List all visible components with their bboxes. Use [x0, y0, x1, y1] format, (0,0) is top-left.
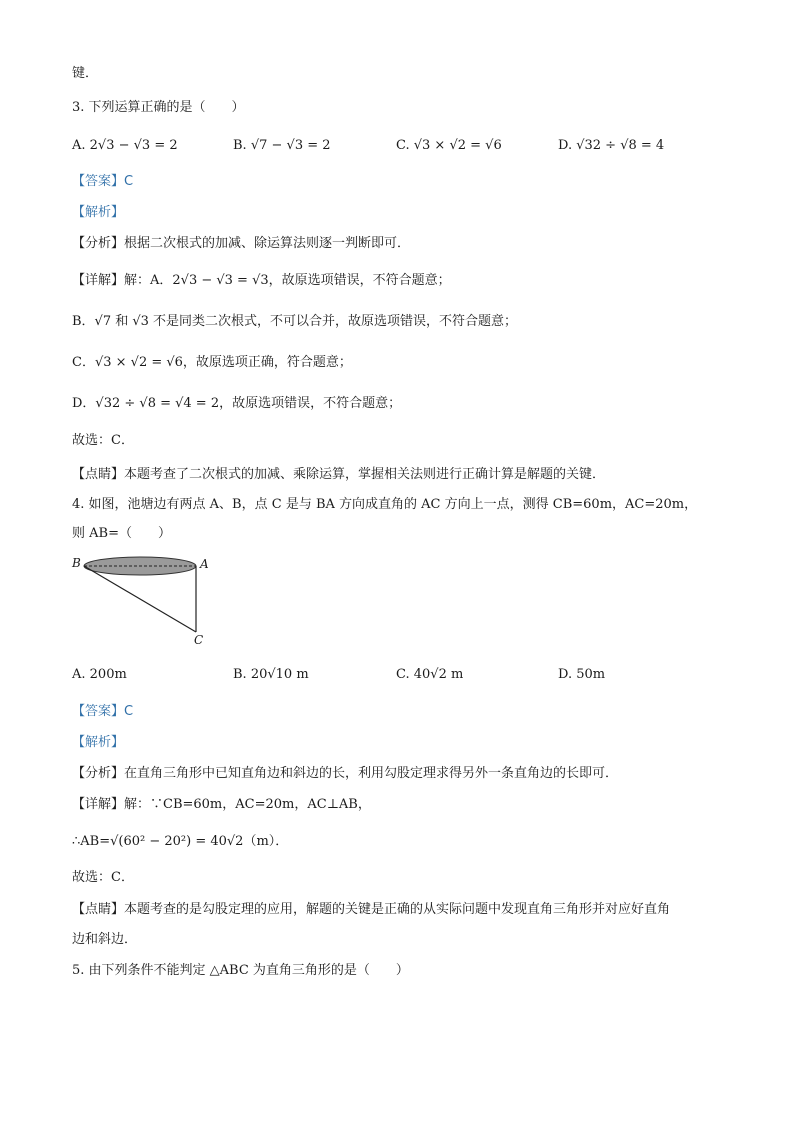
segment-bc	[84, 566, 196, 632]
q4-option-b: B. 20√10 m	[233, 667, 309, 682]
q3-analysis: 【分析】根据二次根式的加减、除运算法则逐一判断即可．	[72, 236, 411, 251]
q3-comment: 【点睛】本题考查了二次根式的加减、乘除运算，掌握相关法则进行正确计算是解题的关键．	[72, 467, 606, 482]
q3-detail-c: C．√3 × √2 = √6，故原选项正确，符合题意；	[72, 355, 352, 370]
pond-figure	[70, 552, 230, 656]
q3-option-d: D. √32 ÷ √8 = 4	[558, 138, 665, 153]
q3-detail-d: D．√32 ÷ √8 = √4 = 2，故原选项错误，不符合题意；	[72, 396, 402, 411]
q3-choice: 故选：C．	[72, 433, 134, 448]
text-continuation: 键．	[72, 66, 99, 81]
q4-detail-2: ∴AB=√(60² − 20²) = 40√2（m）．	[72, 834, 289, 849]
q4-answer: 【答案】C	[72, 704, 134, 719]
question-3: 3. 下列运算正确的是（ ）	[72, 100, 245, 115]
label-a: A	[200, 557, 209, 571]
q3-detail-a: 【详解】解：A．2√3 − √3 = √3，故原选项错误，不符合题意；	[72, 273, 451, 288]
q3-detail-b: B．√7 和 √3 不是同类二次根式，不可以合并，故原选项错误，不符合题意；	[72, 314, 518, 329]
q4-analysis: 【分析】在直角三角形中已知直角边和斜边的长，利用勾股定理求得另外一条直角边的长即可．	[72, 766, 619, 781]
q4-option-d: D. 50m	[558, 667, 606, 682]
q3-analysis-heading: 【解析】	[72, 205, 125, 220]
question-5: 5. 由下列条件不能判定 △ABC 为直角三角形的是（ ）	[72, 963, 409, 978]
q4-comment-cont: 边和斜边．	[72, 932, 138, 947]
q3-option-b: B. √7 − √3 = 2	[233, 138, 331, 153]
q3-answer: 【答案】C	[72, 174, 134, 189]
q3-option-a: A. 2√3 − √3 = 2	[72, 138, 178, 153]
q4-option-a: A. 200m	[72, 667, 127, 682]
question-4-cont: 则 AB=（ ）	[72, 526, 171, 541]
q4-detail-1: 【详解】解：∵CB=60m，AC=20m，AC⊥AB，	[72, 797, 371, 812]
question-4: 4. 如图，池塘边有两点 A、B，点 C 是与 BA 方向成直角的 AC 方向上一点，测得 CB=60m，AC=20m，	[72, 497, 698, 512]
q4-analysis-heading: 【解析】	[72, 735, 125, 750]
q4-choice: 故选：C．	[72, 870, 134, 885]
label-b: B	[72, 556, 81, 570]
q3-option-c: C. √3 × √2 = √6	[396, 138, 502, 153]
q4-option-c: C. 40√2 m	[396, 667, 464, 682]
label-c: C	[194, 633, 204, 647]
q4-comment: 【点睛】本题考查的是勾股定理的应用，解题的关键是正确的从实际问题中发现直角三角形并对应好直角	[72, 902, 671, 917]
